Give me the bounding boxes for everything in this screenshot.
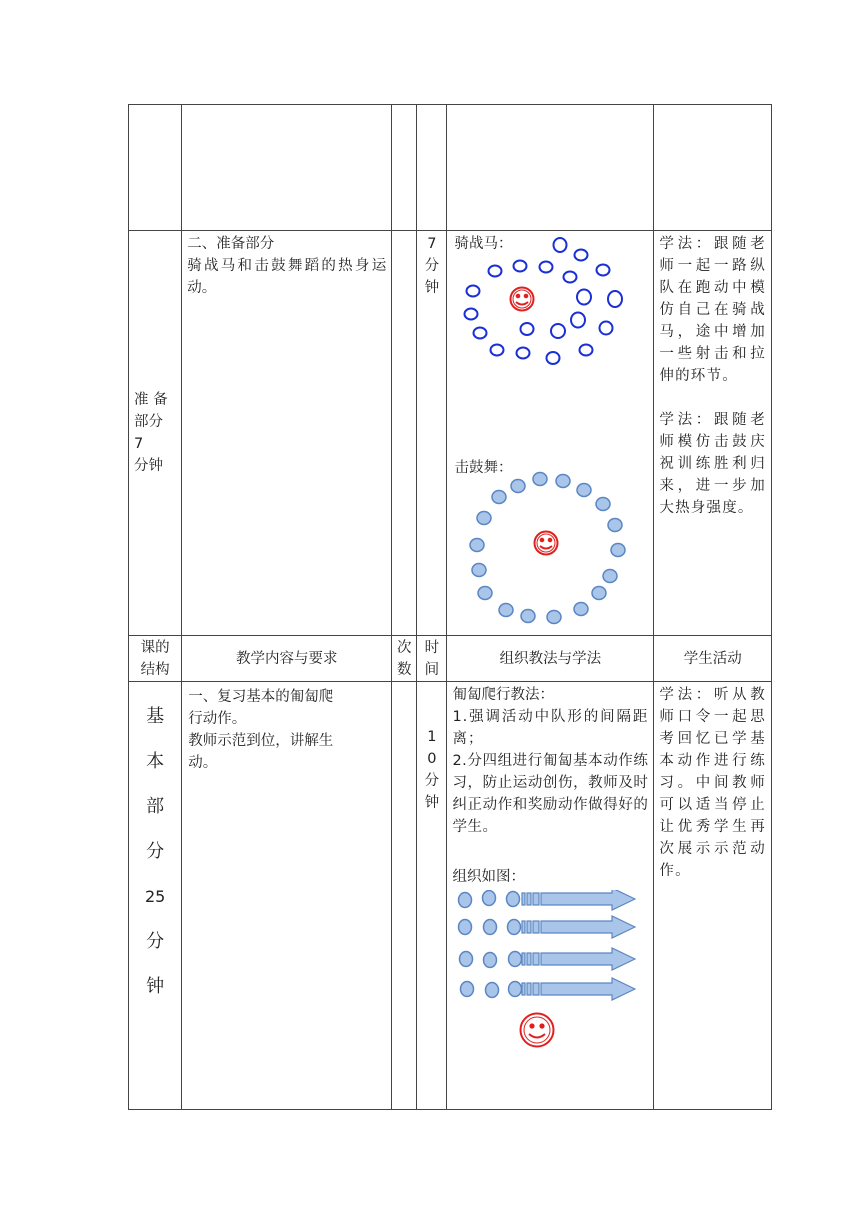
basic-count-cell [392,682,417,1110]
student-circle-icon [597,265,610,276]
student-circle-icon [511,480,525,493]
diagram1-label: 骑战马： [454,236,513,252]
prep-time-line: 钟 [424,280,440,296]
basic-structure-char: 分 [146,841,165,862]
student-circle-icon [508,920,521,935]
method-item: 2.分四组进行匍匐基本动作练习，防止运动创伤，教师及时纠正动作和奖励动作做得好的学生。 [452,753,649,835]
basic-content-line: 行动作。 [188,711,247,727]
basic-content-line: 一、复习基本的匍匐爬 [188,689,334,705]
student-circle-icon [574,603,588,616]
basic-structure-char: 本 [146,751,165,772]
basic-method-cell [447,682,654,1110]
smiley-face-icon [535,532,558,555]
prep-time-cell [417,231,447,636]
prep-method-cell [447,231,654,636]
student-circle-icon [547,611,561,624]
student-circle-icon [611,544,625,557]
empty-row [129,105,772,231]
basic-row [129,682,772,1110]
empty-cell [654,105,772,231]
basic-activity-cell [654,682,772,1110]
prep-content-title: 二、准备部分 [187,236,275,252]
student-circle-icon [564,272,577,283]
basic-time-line: 分 [424,773,440,789]
student-circle-icon [486,983,499,998]
prep-activity-cell [654,231,772,636]
method-item: 1.强调活动中队形的间隔距离； [452,709,649,747]
header-count-line: 次 [397,639,412,656]
student-circle-icon [467,286,480,297]
student-circle-icon [603,570,617,583]
student-circle-icon [474,328,487,339]
basic-time-line: 1 [427,729,437,745]
empty-cell [417,105,447,231]
student-circle-icon [484,953,497,968]
arrow-right-icon [522,978,635,1000]
student-circle-icon [492,491,506,504]
diagram2-label: 击鼓舞： [454,460,513,476]
student-circle-icon [514,261,527,272]
empty-cell [182,105,392,231]
prep-count-cell [392,231,417,636]
basic-structure-char: 部 [146,796,165,817]
student-circle-icon [499,604,513,617]
student-circle-icon [478,587,492,600]
student-circle-icon [470,539,484,552]
header-content: 教学内容与要求 [182,636,392,682]
student-circle-icon [596,498,610,511]
arrow-right-icon [522,890,635,910]
student-circle-icon [556,475,570,488]
arrow-right-icon [522,948,635,970]
student-circle-icon [521,323,534,335]
student-circle-icon [484,920,497,935]
student-circle-icon [461,982,474,997]
header-time [417,636,447,682]
prep-structure-line: 准 备 [134,392,168,408]
empty-cell [392,105,417,231]
student-circle-icon [554,238,567,252]
prep-time-line: 分 [424,258,440,274]
prep-activity-2: 学法：跟随老师模仿击鼓庆祝训练胜利归来，进一步加大热身强度。 [659,412,766,516]
student-circle-icon [540,262,553,273]
prep-structure-cell [129,231,182,636]
basic-content-line: 教师示范到位，讲解生 [188,733,334,749]
student-circle-icon [459,920,472,935]
student-circle-icon [509,982,522,997]
student-circle-icon [551,324,565,338]
student-circle-icon [483,891,496,906]
empty-cell [447,105,654,231]
basic-time-cell [417,682,447,1110]
student-circle-icon [465,309,478,320]
header-row [129,636,772,682]
method-title: 匍匐爬行教法： [452,687,554,703]
student-circle-icon [507,892,520,907]
student-circle-icon [459,893,472,908]
smiley-face-icon [511,288,534,311]
header-time-line: 时 [424,639,440,656]
prep-time-line: 7 [427,236,437,252]
student-circle-icon [600,322,613,335]
basic-structure-char: 基 [146,706,165,727]
student-circle-icon [577,484,591,497]
basic-time-line: 0 [427,751,437,767]
lesson-plan-table [128,104,772,1110]
header-structure-line: 课的 [140,639,170,656]
student-circle-icon [608,291,622,307]
student-circle-icon [608,519,622,532]
arrow-right-icon [522,916,635,938]
student-circle-icon [489,266,502,277]
basic-structure-char: 分 [146,931,165,952]
riding-formation-diagram [452,233,652,373]
student-circle-icon [517,348,530,359]
prep-structure-line: 分钟 [134,458,163,474]
header-structure [129,636,182,682]
student-circle-icon [521,610,535,623]
prep-row [129,231,772,636]
student-circle-icon [533,473,547,486]
student-circle-icon [509,952,522,967]
header-time-line: 间 [424,661,440,678]
header-activity: 学生活动 [654,636,772,682]
basic-structure-char: 25 [144,887,166,906]
prep-content-body: 骑战马和击鼓舞蹈的热身运动。 [187,258,387,296]
student-circle-icon [491,345,504,356]
student-circle-icon [592,587,606,600]
smiley-face-icon [521,1014,554,1047]
prep-structure-line: 部分 [134,414,163,430]
basic-structure-char: 钟 [146,976,165,997]
prep-structure-line: 7 [134,436,144,452]
student-circle-icon [580,345,593,356]
basic-content-cell [182,682,392,1110]
drum-dance-circle-diagram [452,471,652,631]
empty-cell [129,105,182,231]
prep-activity-1: 学法：跟随老师一起一路纵队在跑动中模仿自己在骑战马，途中增加一些射击和拉伸的环节。 [659,236,766,384]
basic-content-line: 动。 [188,755,218,771]
org-label: 组织如图： [452,869,525,885]
header-method: 组织教法与学法 [447,636,654,682]
student-circle-icon [472,564,486,577]
header-count-line: 数 [397,661,412,678]
basic-activity-text: 学法：听从教师口令一起思考回忆已学基本动作进行练习。中间教师可以适当停止让优秀学生再次展示示范动作。 [659,687,766,879]
prep-content-cell [182,231,392,636]
student-circle-icon [571,313,585,328]
student-circle-icon [477,512,491,525]
basic-time-line: 钟 [424,795,440,811]
student-circle-icon [575,250,588,261]
basic-structure-cell [129,682,182,1110]
crawling-formation-diagram [452,890,648,1050]
header-structure-line: 结构 [140,661,170,678]
student-circle-icon [460,952,473,967]
student-circle-icon [577,290,591,305]
header-count [392,636,417,682]
student-circle-icon [547,352,560,364]
